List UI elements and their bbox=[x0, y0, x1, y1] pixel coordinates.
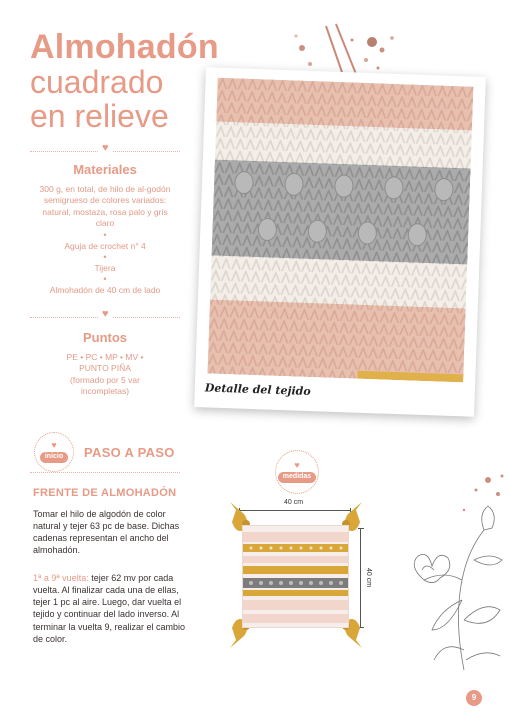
materiales-list bbox=[30, 184, 180, 297]
photo-polaroid bbox=[194, 67, 486, 417]
page-title bbox=[30, 30, 219, 132]
vuelta-label: 1ª a 9ª vuelta: bbox=[33, 573, 89, 583]
heart-icon: ♥ bbox=[51, 440, 57, 451]
height-label: 40 cm bbox=[365, 568, 372, 588]
puntos-line: PUNTO PIÑA bbox=[79, 363, 131, 374]
title-line-1: Almohadón bbox=[30, 28, 219, 66]
medidas-label: medidas bbox=[278, 472, 316, 482]
width-label: 40 cm bbox=[284, 499, 304, 506]
heart-icon: ♥ bbox=[99, 309, 112, 320]
puntos-list bbox=[30, 352, 180, 398]
photo-caption: Detalle del tejido bbox=[204, 381, 311, 399]
materiales-heading: Materiales bbox=[73, 162, 137, 177]
pillow-diagram bbox=[242, 525, 349, 628]
materiales-item: Aguja de crochet n° 4 bbox=[64, 240, 146, 251]
title-line-3: en relieve bbox=[30, 98, 169, 134]
medidas-badge bbox=[275, 450, 319, 494]
crochet-texture bbox=[207, 78, 473, 383]
title-line-2: cuadrado bbox=[30, 64, 164, 100]
bullet: • bbox=[103, 229, 107, 240]
frente-heading: FRENTE DE ALMOHADÓN bbox=[33, 487, 177, 499]
bullet: • bbox=[103, 252, 107, 263]
puntos-heading: Puntos bbox=[82, 330, 128, 345]
yarn-photo bbox=[207, 78, 473, 383]
frente-paragraph-2 bbox=[33, 572, 193, 645]
page-number: 9 bbox=[466, 690, 482, 706]
frente-paragraph-1: Tomar el hilo de algodón de color natural y tejer 63 pc de base. Dichas cadenas representan el ancho del almohadón. bbox=[33, 509, 180, 556]
puntos-line: incompletas) bbox=[80, 386, 130, 397]
heart-icon: ♥ bbox=[99, 143, 112, 154]
flower-illustration bbox=[404, 470, 508, 685]
inicio-badge bbox=[34, 432, 74, 472]
materiales-item: Tijera bbox=[94, 262, 116, 273]
paso-a-paso-heading: PASO A PASO bbox=[84, 445, 175, 460]
heart-icon: ♥ bbox=[294, 460, 300, 471]
materiales-item: Almohadón de 40 cm de lado bbox=[49, 285, 161, 296]
bullet: • bbox=[103, 274, 107, 285]
divider bbox=[30, 472, 180, 473]
materiales-item: 300 g, en total, de hilo de al-godón semigrueso de colores variados: natural, mostaza, rosa palo y gris claro bbox=[39, 184, 171, 229]
puntos-line: (formado por 5 var bbox=[70, 374, 140, 385]
inicio-label: inicio bbox=[40, 452, 68, 462]
divider bbox=[30, 308, 180, 322]
height-dimension-line bbox=[360, 528, 361, 628]
vuelta-text: tejer 62 mv por cada vuelta. Al finalizar cada una de ellas, tejer 1 pc al aire. Luego, dar vuelta el tejido y continuar del lado inverso. Al terminar la vuelta 9, realizar el cambio de color. bbox=[33, 573, 186, 644]
divider bbox=[30, 142, 180, 156]
puntos-line: PE • PC • MP • MV • bbox=[66, 352, 144, 362]
